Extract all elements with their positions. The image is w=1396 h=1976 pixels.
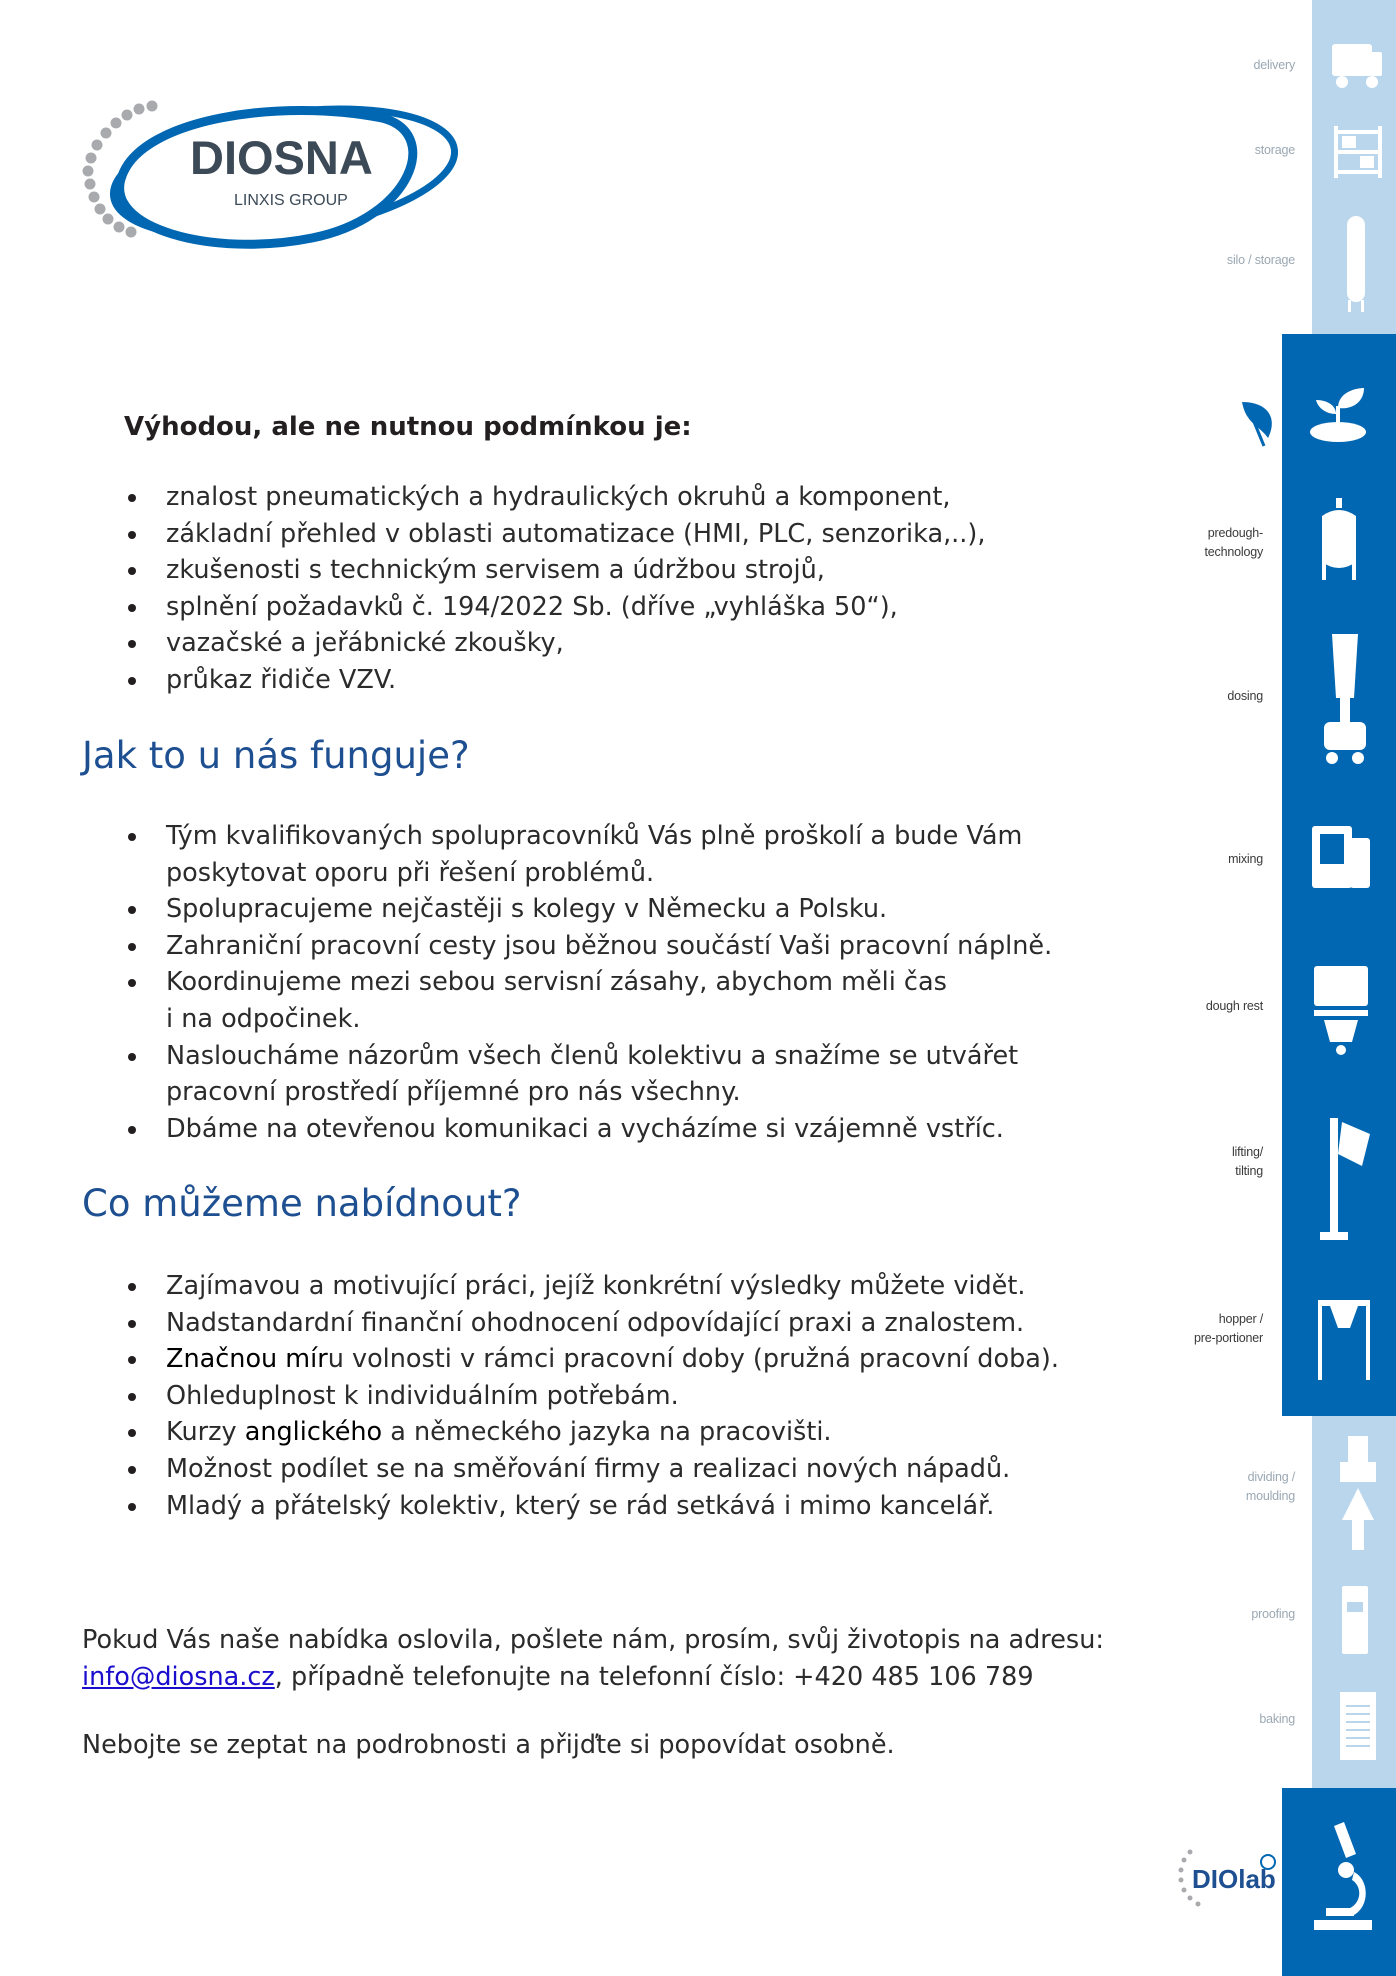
shelf-icon (1332, 124, 1384, 180)
list-item: Kurzy anglického a německého jazyka na pracovišti. (166, 1414, 1059, 1451)
list-item: znalost pneumatických a hydraulických okruhů a komponent, (166, 479, 985, 516)
dough-rest-icon (1312, 964, 1370, 1056)
step-label-delivery: delivery (1253, 58, 1295, 72)
proofer-icon (1340, 1584, 1370, 1656)
step-label-mixing: mixing (1228, 852, 1263, 866)
list-item: Možnost podílet se na směřování firmy a realizaci nových nápadů. (166, 1451, 1059, 1488)
leaf-icon (1238, 398, 1278, 450)
how-heading: Jak to u nás funguje? (82, 734, 470, 777)
logo-group: LINXIS GROUP (234, 192, 348, 209)
list-item: Zajímavou a motivující práci, jejíž konkrétní výsledky můžete vidět. (166, 1268, 1059, 1305)
step-label-silo: silo / storage (1226, 253, 1295, 267)
offer-list (124, 1268, 1059, 1524)
diosna-logo (82, 88, 462, 268)
divider-icon (1336, 1432, 1380, 1554)
lift-icon (1316, 1116, 1374, 1242)
list-item: Ohleduplnost k individuálním potřebám. (166, 1378, 1059, 1415)
list-item: Značnou míru volnosti v rámci pracovní doby (pružná pracovní doba). (166, 1341, 1059, 1378)
step-label-predough: predough- technology (1204, 526, 1263, 559)
step-label-dividing: dividing / moulding (1245, 1470, 1295, 1503)
step-label-hopper: hopper / pre-portioner (1194, 1312, 1263, 1345)
list-item: základní přehled v oblasti automatizace (HMI, PLC, senzorika,..), (166, 516, 985, 553)
oven-icon (1338, 1690, 1378, 1762)
mixer-icon (1310, 824, 1372, 892)
contact-line: Pokud Vás naše nabídka oslovila, pošlete nám, prosím, svůj životopis na adresu: (82, 1625, 1104, 1655)
tank-icon (1316, 496, 1362, 582)
diolab-logo (1174, 1836, 1278, 1920)
list-item: splnění požadavků č. 194/2022 Sb. (dříve „vyhláška 50“), (166, 589, 985, 626)
microscope-icon (1308, 1820, 1374, 1944)
list-item: vazačské a jeřábnické zkoušky, (166, 625, 985, 662)
hopper-icon (1316, 1298, 1372, 1382)
list-item: Spolupracujeme nejčastěji s kolegy v Německu a Polsku. (166, 891, 1052, 928)
advantage-heading: Výhodou, ale ne nutnou podmínkou je: (124, 412, 692, 442)
how-list (124, 818, 1052, 1147)
logo-brand: DIOSNA (190, 131, 373, 184)
list-item: Koordinujeme mezi sebou servisní zásahy, abychom měli čas i na odpočinek. (166, 964, 1052, 1037)
step-label-dosing: dosing (1227, 689, 1263, 703)
step-label-lifting: lifting/ tilting (1231, 1145, 1263, 1178)
contact-phone: , případně telefonujte na telefonní číslo: +420 485 106 789 (274, 1662, 1034, 1692)
list-item: Nasloucháme názorům všech členů kolektivu a snažíme se utvářet pracovní prostředí příjemné pro nás všechny. (166, 1038, 1052, 1111)
diolab-text: DIOlab (1192, 1864, 1276, 1894)
list-item: Nadstandardní finanční ohodnocení odpovídající praxi a znalostem. (166, 1305, 1059, 1342)
list-item: Mladý a přátelský kolektiv, který se rád setkává i mimo kancelář. (166, 1488, 1059, 1525)
step-label-proofing: proofing (1251, 1607, 1295, 1621)
silo-icon (1344, 214, 1368, 314)
step-label-dough-rest: dough rest (1205, 999, 1263, 1013)
list-item: zkušenosti s technickým servisem a údržbou strojů, (166, 552, 985, 589)
step-label-baking: baking (1259, 1712, 1295, 1726)
step-label-storage: storage (1254, 143, 1295, 157)
list-item: Dbáme na otevřenou komunikaci a vycházíme si vzájemně vstříc. (166, 1111, 1052, 1148)
email-link[interactable]: info@diosna.cz (82, 1662, 275, 1692)
list-item: průkaz řidiče VZV. (166, 662, 985, 699)
closing-text: Nebojte se zeptat na podrobnosti a přijďte si popovídat osobně. (82, 1730, 895, 1760)
sprout-icon (1308, 384, 1370, 444)
contact-paragraph (82, 1622, 1104, 1696)
offer-heading: Co můžeme nabídnout? (82, 1182, 522, 1225)
truck-icon (1328, 38, 1386, 92)
list-item: Tým kvalifikovaných spolupracovníků Vás plně proškolí a bude Vám poskytovat oporu při řešení problémů. (166, 818, 1052, 891)
list-item: Zahraniční pracovní cesty jsou běžnou součástí Vaši pracovní náplně. (166, 928, 1052, 965)
dosing-icon (1318, 632, 1374, 766)
advantage-list (124, 479, 985, 699)
